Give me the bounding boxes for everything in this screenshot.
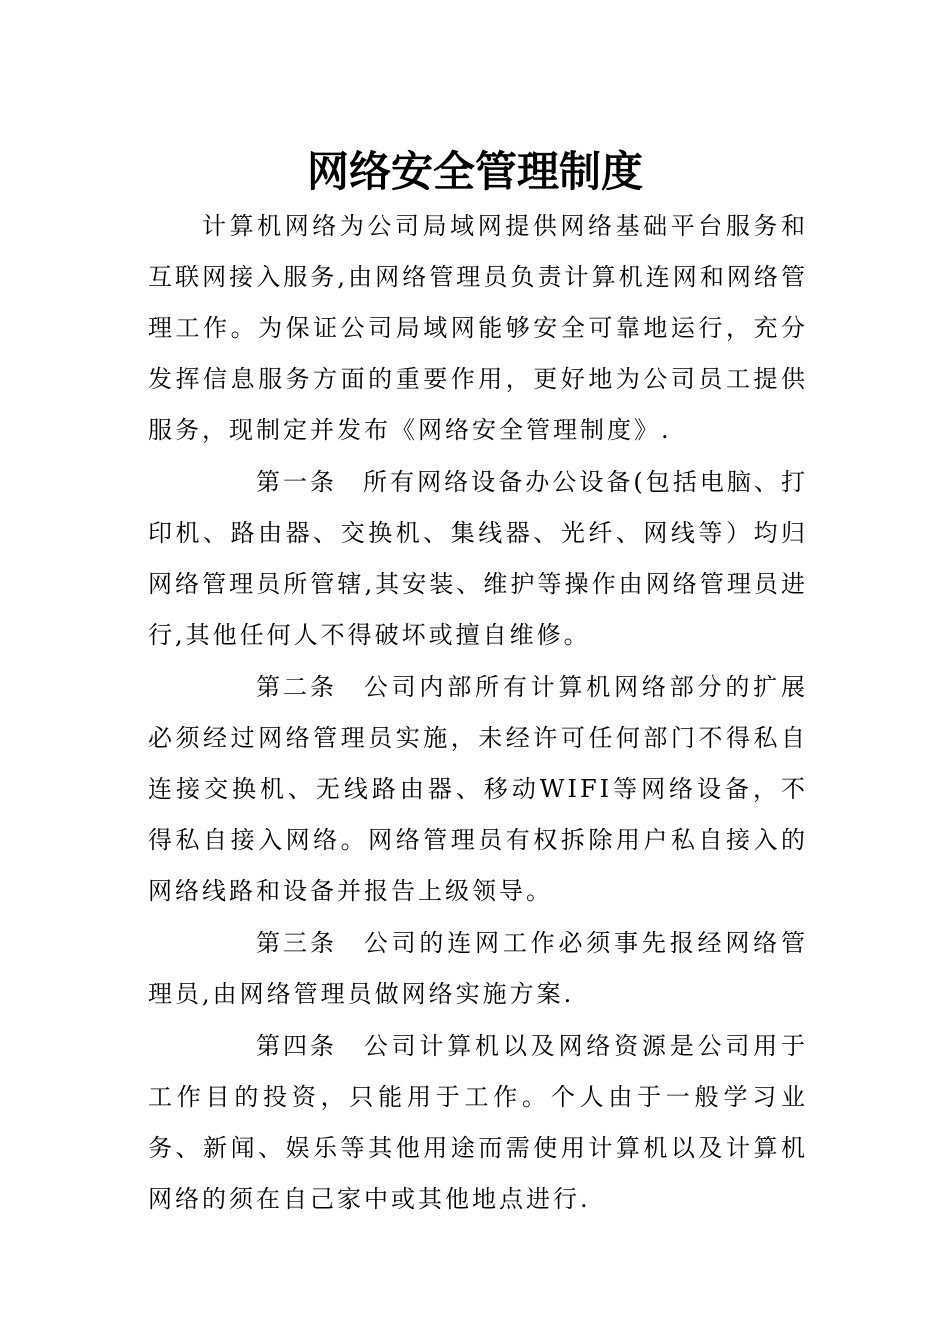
article-label: 第一条 — [256, 468, 337, 496]
article-label: 第二条 — [256, 673, 337, 701]
document-body — [148, 201, 808, 1226]
paragraph-text: 公司计算机以及网络资源是公司用于工作目的投资，只能用于工作。个人由于一般学习业务、新闻、娱乐等其他用途而需使用计算机以及计算机网络的须在自己家中或其他地点进行. — [148, 1032, 808, 1213]
paragraph-text: 公司内部所有计算机网络部分的扩展必须经过网络管理员实施，未经许可任何部门不得私自连接交换机、无线路由器、移动WIFI等网络设备，不得私自接入网络。网络管理员有权拆除用户私自接入的网络线路和设备并报告上级领导。 — [148, 673, 808, 905]
document-title: 网络安全管理制度 — [306, 147, 643, 196]
paragraph-text: 公司的连网工作必须事先报经网络管理员,由网络管理员做网络实施方案. — [148, 929, 808, 1008]
article-label: 第四条 — [256, 1032, 337, 1060]
article-3-paragraph — [148, 918, 808, 1020]
article-label: 第三条 — [256, 929, 337, 957]
article-1-paragraph — [148, 457, 808, 661]
paragraph-text: 计算机网络为公司局域网提供网络基础平台服务和互联网接入服务,由网络管理员负责计算机连网和网络管理工作。为保证公司局域网能够安全可靠地运行，充分发挥信息服务方面的重要作用，更好地为公司员工提供服务，现制定并发布《网络安全管理制度》. — [148, 212, 808, 444]
intro-paragraph — [148, 201, 808, 456]
article-2-paragraph — [148, 662, 808, 917]
paragraph-text: 所有网络设备办公设备(包括电脑、打印机、路由器、交换机、集线器、光纤、网线等）均归网络管理员所管辖,其安装、维护等操作由网络管理员进行,其他任何人不得破坏或擅自维修。 — [148, 468, 808, 649]
article-4-paragraph — [148, 1021, 808, 1225]
